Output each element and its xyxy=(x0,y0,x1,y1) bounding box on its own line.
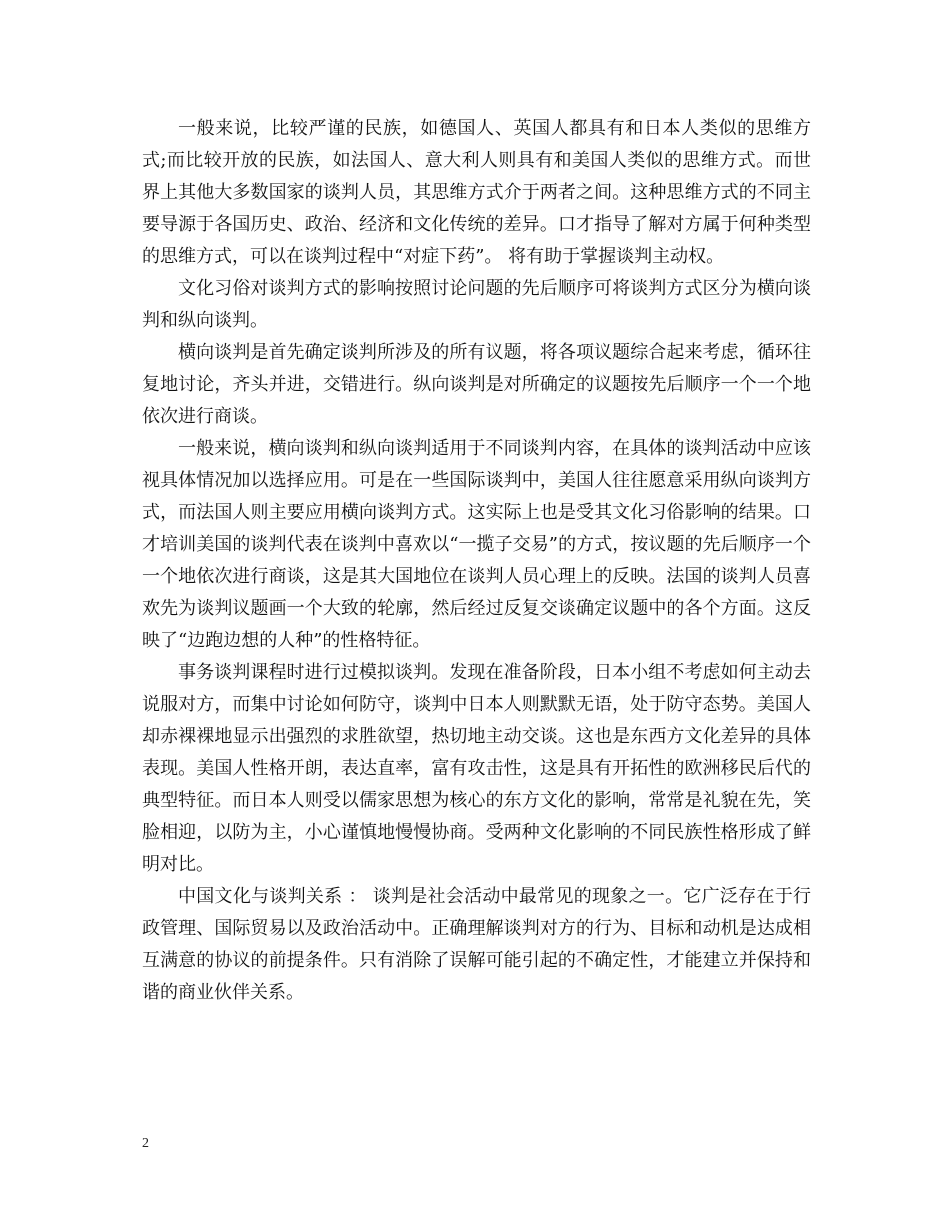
paragraph-2: 文化习俗对谈判方式的影响按照讨论问题的先后顺序可将谈判方式区分为横向谈判和纵向谈判。 xyxy=(142,278,811,331)
paragraph-4: 一般来说，横向谈判和纵向谈判适用于不同谈判内容，在具体的谈判活动中应该视具体情况加以选择应用。可是在一些国际谈判中，美国人往往愿意采用纵向谈判方式，而法国人则主要应用横向谈判方式。这实际上也是受其文化习俗影响的结果。口才培训美国的谈判代表在谈判中喜欢以“一揽子交易”的方式，按议题的先后顺序一个一个地依次进行商谈，这是其大国地位在谈判人员心理上的反映。法国的谈判人员喜欢先为谈判议题画一个大致的轮廓，然后经过反复交谈确定议题中的各个方面。这反映了“边跑边想的人种”的性格特征。 xyxy=(142,438,811,651)
paragraph-6: 中国文化与谈判关系 ： 谈判是社会活动中最常见的现象之一。它广泛存在于行政管理、国际贸易以及政治活动中。正确理解谈判对方的行为、目标和动机是达成相互满意的协议的前提条件。只有消除了误解可能引起的不确定性，才能建立并保持和谐的商业伙伴关系。 xyxy=(142,886,811,1003)
paragraph-1: 一般来说，比较严谨的民族，如德国人、英国人都具有和日本人类似的思维方式;而比较开放的民族，如法国人、意大利人则具有和美国人类似的思维方式。而世界上其他大多数国家的谈判人员，其思维方式介于两者之间。这种思维方式的不同主要导源于各国历史、政治、经济和文化传统的差异。口才指导了解对方属于何种类型的思维方式，可以在谈判过程中“对症下药”。 将有助于掌握谈判主动权。 xyxy=(142,118,811,267)
document-body xyxy=(142,113,811,1009)
paragraph-5: 事务谈判课程时进行过模拟谈判。发现在准备阶段，日本小组不考虑如何主动去说服对方，而集中讨论如何防守，谈判中日本人则默默无语，处于防守态势。美国人却赤裸裸地显示出强烈的求胜欲望，热切地主动交谈。这也是东西方文化差异的具体表现。美国人性格开朗，表达直率，富有攻击性，这是具有开拓性的欧洲移民后代的典型特征。而日本人则受以儒家思想为核心的东方文化的影响，常常是礼貌在先，笑脸相迎，以防为主，小心谨慎地慢慢协商。受两种文化影响的不同民族性格形成了鲜明对比。 xyxy=(142,662,811,875)
paragraph-3: 横向谈判是首先确定谈判所涉及的所有议题，将各项议题综合起来考虑，循环往复地讨论，齐头并进，交错进行。纵向谈判是对所确定的议题按先后顺序一个一个地依次进行商谈。 xyxy=(142,342,811,427)
page-number: 2 xyxy=(142,1136,149,1151)
